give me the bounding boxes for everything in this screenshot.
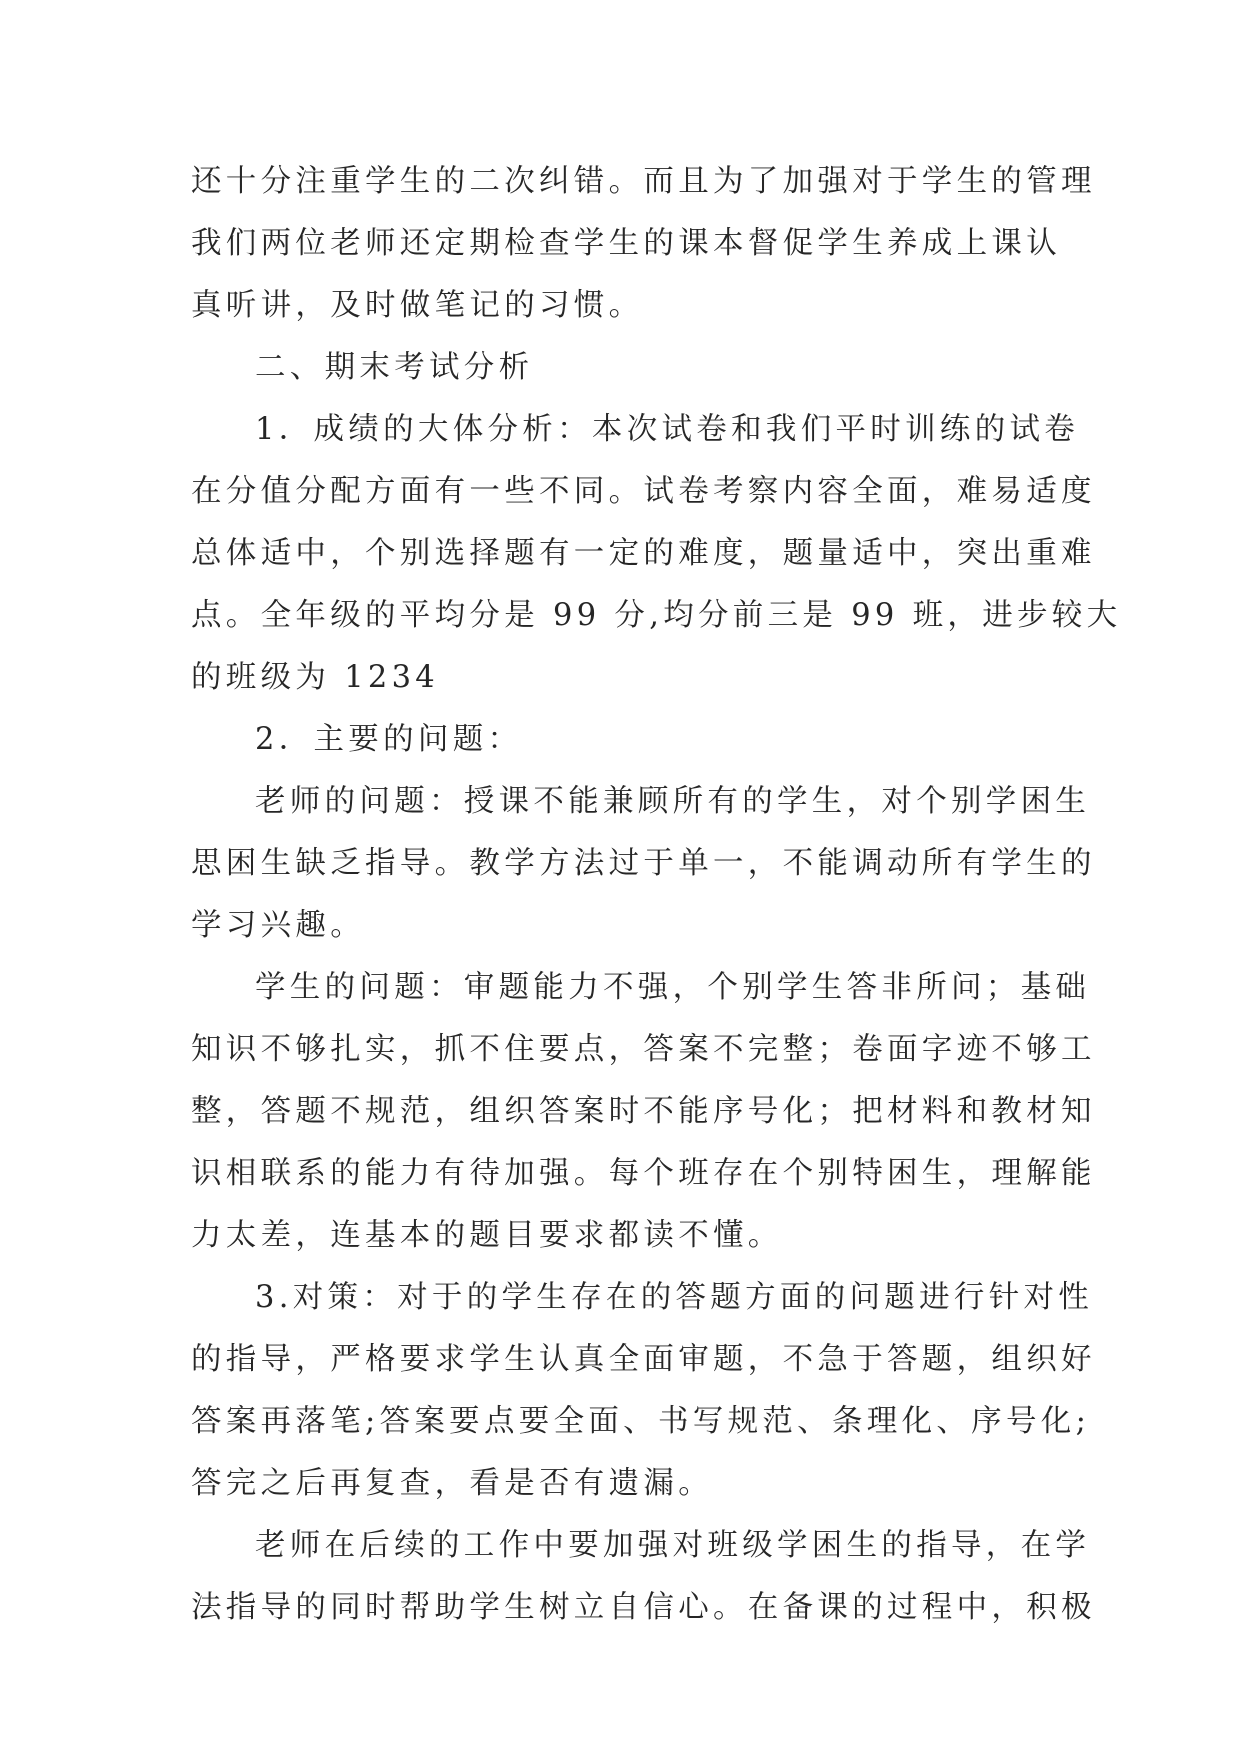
text-line: 的班级为 1234 — [191, 660, 440, 695]
section-heading: 二、期末考试分析 — [255, 350, 534, 385]
text-line: 识相联系的能力有待加强。每个班存在个别特困生，理解能 — [191, 1156, 1096, 1191]
text-line: 知识不够扎实，抓不住要点，答案不完整；卷面字迹不够工 — [191, 1032, 1096, 1067]
text-line: 学生的问题：审题能力不强，个别学生答非所问；基础 — [255, 970, 1091, 1005]
text-line: 总体适中，个别选择题有一定的难度，题量适中，突出重难 — [191, 536, 1096, 571]
text-line: 点。全年级的平均分是 99 分,均分前三是 99 班，进步较大 — [191, 598, 1122, 633]
text-line: 思困生缺乏指导。教学方法过于单一，不能调动所有学生的 — [191, 846, 1096, 881]
text-line: 2．主要的问题： — [255, 722, 523, 757]
text-line: 答案再落笔;答案要点要全面、书写规范、条理化、序号化; — [191, 1404, 1091, 1439]
text-line: 老师在后续的工作中要加强对班级学困生的指导，在学 — [255, 1528, 1091, 1563]
text-line: 3.对策：对于的学生存在的答题方面的问题进行针对性 — [255, 1280, 1094, 1315]
text-line: 答完之后再复查，看是否有遗漏。 — [191, 1466, 713, 1501]
text-line: 1．成绩的大体分析：本次试卷和我们平时训练的试卷 — [255, 412, 1080, 447]
text-line: 真听讲，及时做笔记的习惯。 — [191, 288, 644, 323]
text-line: 还十分注重学生的二次纠错。而且为了加强对于学生的管理 — [191, 164, 1096, 199]
text-line: 的指导，严格要求学生认真全面审题，不急于答题，组织好 — [191, 1342, 1096, 1377]
text-line: 力太差，连基本的题目要求都读不懂。 — [191, 1218, 783, 1253]
text-line: 整，答题不规范，组织答案时不能序号化；把材料和教材知 — [191, 1094, 1096, 1129]
text-line: 在分值分配方面有一些不同。试卷考察内容全面，难易适度 — [191, 474, 1096, 509]
document-body — [191, 151, 1122, 1639]
text-line: 老师的问题：授课不能兼顾所有的学生，对个别学困生 — [255, 784, 1091, 819]
text-line: 法指导的同时帮助学生树立自信心。在备课的过程中，积极 — [191, 1590, 1096, 1625]
text-line: 我们两位老师还定期检查学生的课本督促学生养成上课认 — [191, 226, 1061, 261]
text-line: 学习兴趣。 — [191, 908, 365, 943]
